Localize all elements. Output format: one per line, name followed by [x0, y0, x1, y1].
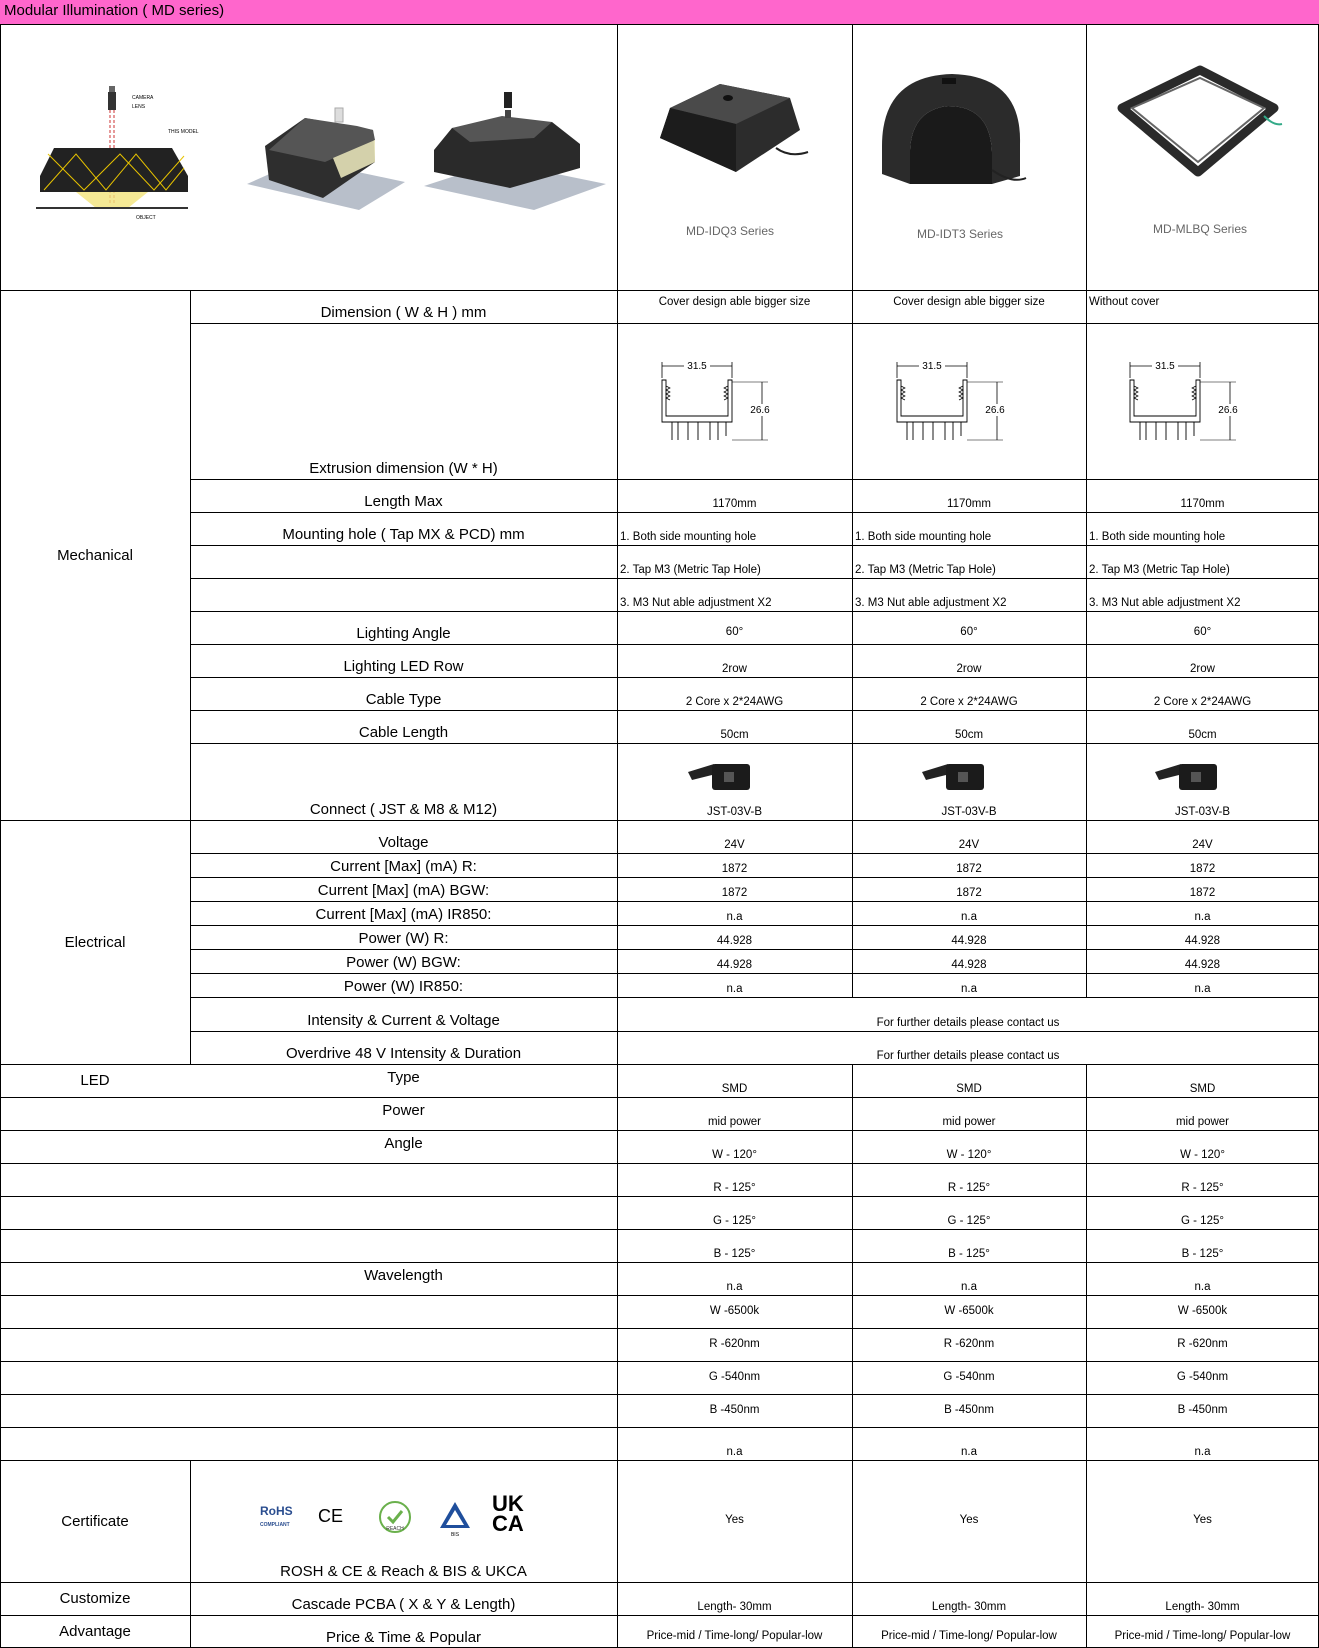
- value-power-bgw-3: 44.928: [1184, 959, 1221, 971]
- label-current-r: Current [Max] (mA) R:: [330, 858, 477, 875]
- product-caption-idq3: MD-IDQ3 Series: [685, 224, 774, 238]
- value-dimension-1: Cover design able bigger size: [658, 296, 811, 308]
- value-mounting-3a: 1. Both side mounting hole: [1089, 531, 1226, 543]
- label-overdrive: Overdrive 48 V Intensity & Duration: [285, 1045, 522, 1062]
- value-led-type-3: SMD: [1189, 1083, 1216, 1095]
- value-mounting-1c: 3. M3 Nut able adjustment X2: [620, 597, 772, 609]
- value-advantage-3: Price-mid / Time-long/ Popular-low: [1114, 1630, 1291, 1642]
- value-power-bgw-2: 44.928: [951, 959, 987, 971]
- grid-line-v: [1086, 24, 1087, 290]
- value-current-ir-3: n.a: [1194, 911, 1211, 923]
- label-current-ir: Current [Max] (mA) IR850:: [315, 906, 492, 923]
- extrusion-drawing-2: [891, 356, 1011, 454]
- value-wl-r-1: R -620nm: [709, 1337, 760, 1350]
- value-lighting-angle-2: 60°: [960, 626, 978, 638]
- label-power-r: Power (W) R:: [358, 930, 449, 947]
- value-cable-length-2: 50cm: [954, 729, 984, 741]
- value-connect-3: JST-03V-B: [1175, 806, 1230, 818]
- value-led-row-3: 2row: [1190, 663, 1215, 675]
- value-current-bgw-3: 1872: [1189, 887, 1216, 899]
- value-angle-w-3: W - 120°: [1180, 1149, 1225, 1161]
- value-intensity: For further details please contact us: [876, 1017, 1060, 1029]
- value-connect-2: JST-03V-B: [941, 806, 997, 818]
- value-current-bgw-2: 1872: [956, 887, 982, 899]
- label-extrusion: Extrusion dimension (W * H): [309, 460, 498, 477]
- value-voltage-3: 24V: [1192, 839, 1213, 851]
- label-lighting-angle: Lighting Angle: [356, 625, 451, 642]
- value-angle-r-2: R - 125°: [947, 1182, 991, 1194]
- camera-setup-diagram: [36, 86, 206, 226]
- label-certificate: ROSH & CE & Reach & BIS & UKCA: [280, 1563, 527, 1580]
- value-customize-3: Length- 30mm: [1165, 1601, 1240, 1613]
- value-led-row-2: 2row: [956, 663, 982, 675]
- value-power-r-1: 44.928: [716, 935, 753, 947]
- certificate-logos: [190, 1460, 617, 1560]
- value-current-ir-2: n.a: [961, 911, 977, 923]
- value-length-3: 1170mm: [1180, 498, 1225, 510]
- extrusion-drawing-1: [656, 356, 776, 454]
- value-mounting-1b: 2. Tap M3 (Metric Tap Hole): [620, 564, 761, 576]
- svg-text:26.6: 26.6: [750, 405, 770, 416]
- value-length-2: 1170mm: [947, 498, 991, 510]
- value-certificate-1: Yes: [725, 1514, 744, 1526]
- value-led-power-2: mid power: [942, 1116, 996, 1128]
- value-customize-2: Length- 30mm: [931, 1601, 1007, 1613]
- value-power-ir-1: n.a: [726, 983, 743, 995]
- value-angle-b-3: B - 125°: [1181, 1248, 1224, 1260]
- value-power-ir-3: n.a: [1194, 983, 1211, 995]
- value-advantage-2: Price-mid / Time-long/ Popular-low: [881, 1630, 1057, 1642]
- tunnel-light-render: [245, 106, 405, 212]
- extrusion-drawing-3: [1124, 356, 1244, 454]
- value-mounting-3b: 2. Tap M3 (Metric Tap Hole): [1089, 564, 1230, 576]
- value-current-r-1: 1872: [721, 863, 748, 875]
- value-wl-w-2: W -6500k: [944, 1304, 994, 1317]
- value-led-power-1: mid power: [707, 1116, 762, 1128]
- label-cable-type: Cable Type: [365, 691, 442, 708]
- value-customize-1: Length- 30mm: [697, 1601, 772, 1613]
- value-certificate-2: Yes: [959, 1514, 979, 1526]
- ce-logo: CE: [318, 1506, 344, 1526]
- value-wl-na2-2: n.a: [961, 1446, 977, 1458]
- label-current-bgw: Current [Max] (mA) BGW:: [317, 882, 490, 899]
- value-mounting-2a: 1. Both side mounting hole: [855, 531, 992, 543]
- label-voltage: Voltage: [378, 834, 429, 851]
- category-mechanical: Mechanical: [57, 546, 133, 564]
- svg-text:OBJECT: OBJECT: [136, 215, 156, 221]
- value-connect-1: JST-03V-B: [707, 806, 762, 818]
- label-connect: Connect ( JST & M8 & M12): [309, 801, 498, 818]
- grid-line-v: [852, 24, 853, 290]
- value-cable-type-2: 2 Core x 2*24AWG: [920, 696, 1018, 708]
- value-mounting-3c: 3. M3 Nut able adjustment X2: [1089, 597, 1241, 609]
- svg-text:26.6: 26.6: [1218, 405, 1238, 416]
- label-led-type: Type: [387, 1068, 420, 1086]
- value-wl-g-1: G -540nm: [708, 1370, 761, 1383]
- svg-text:LENS: LENS: [132, 104, 146, 110]
- product-caption-idt3: MD-IDT3 Series: [916, 227, 1003, 241]
- value-wl-na2-3: n.a: [1194, 1446, 1211, 1458]
- value-angle-w-1: W - 120°: [712, 1149, 757, 1161]
- value-led-type-2: SMD: [956, 1083, 982, 1095]
- value-overdrive: For further details please contact us: [876, 1050, 1060, 1062]
- ukca-logo: UK CA: [492, 1491, 524, 1536]
- category-electrical: Electrical: [64, 933, 126, 951]
- product-caption-mlbq: MD-MLBQ Series: [1152, 222, 1247, 236]
- value-length-1: 1170mm: [712, 498, 757, 510]
- title-bar: [0, 0, 1319, 24]
- value-cable-type-1: 2 Core x 2*24AWG: [685, 696, 784, 708]
- value-wl-r-2: R -620nm: [943, 1337, 995, 1350]
- value-angle-g-2: G - 125°: [947, 1215, 991, 1227]
- value-led-row-1: 2row: [722, 663, 747, 675]
- reach-logo: [378, 1500, 412, 1534]
- value-angle-b-2: B - 125°: [948, 1248, 990, 1260]
- label-led-power: Power: [382, 1101, 425, 1119]
- label-advantage: Price & Time & Popular: [325, 1629, 482, 1646]
- value-mounting-1a: 1. Both side mounting hole: [620, 531, 757, 543]
- value-power-r-3: 44.928: [1184, 935, 1221, 947]
- value-led-power-3: mid power: [1175, 1116, 1230, 1128]
- value-wl-w-3: W -6500k: [1177, 1304, 1228, 1317]
- value-wl-r-3: R -620nm: [1177, 1337, 1228, 1350]
- value-power-bgw-1: 44.928: [716, 959, 753, 971]
- sheet-title: Modular Illumination ( MD series): [4, 2, 225, 19]
- value-cable-length-3: 50cm: [1188, 729, 1217, 741]
- svg-text:REACH: REACH: [386, 1526, 404, 1532]
- value-angle-r-3: R - 125°: [1181, 1182, 1224, 1194]
- label-power-bgw: Power (W) BGW:: [346, 954, 461, 971]
- value-certificate-3: Yes: [1193, 1514, 1212, 1526]
- value-wl-b-2: B -450nm: [944, 1403, 994, 1416]
- label-angle: Angle: [384, 1134, 423, 1152]
- label-intensity: Intensity & Current & Voltage: [307, 1012, 500, 1029]
- label-cable-length: Cable Length: [358, 724, 449, 741]
- value-wl-na-2: n.a: [961, 1281, 977, 1293]
- value-current-bgw-1: 1872: [721, 887, 748, 899]
- value-dimension-2: Cover design able bigger size: [893, 296, 1045, 308]
- value-angle-g-1: G - 125°: [713, 1215, 756, 1227]
- label-dimension: Dimension ( W & H ) mm: [320, 304, 487, 321]
- md-mlbq-product-image: [1114, 64, 1284, 180]
- value-dimension-3: Without cover: [1089, 296, 1160, 308]
- svg-text:CAMERA: CAMERA: [132, 95, 154, 101]
- grid-line-v: [617, 24, 618, 290]
- value-cable-type-3: 2 Core x 2*24AWG: [1153, 696, 1252, 708]
- label-customize: Cascade PCBA ( X & Y & Length): [291, 1596, 516, 1613]
- value-voltage-1: 24V: [724, 839, 745, 851]
- category-customize: Customize: [59, 1590, 131, 1607]
- value-wl-g-2: G -540nm: [943, 1370, 995, 1383]
- box-light-render: [422, 92, 606, 210]
- value-mounting-2b: 2. Tap M3 (Metric Tap Hole): [855, 564, 996, 576]
- bis-logo: [438, 1500, 472, 1538]
- value-advantage-1: Price-mid / Time-long/ Popular-low: [646, 1630, 823, 1642]
- svg-text:31.5: 31.5: [1155, 361, 1175, 372]
- value-cable-length-1: 50cm: [720, 729, 749, 741]
- value-voltage-2: 24V: [958, 839, 980, 851]
- value-led-type-1: SMD: [721, 1083, 748, 1095]
- value-power-r-2: 44.928: [951, 935, 987, 947]
- value-wl-na-1: n.a: [726, 1281, 743, 1293]
- category-advantage: Advantage: [59, 1623, 131, 1640]
- md-idq3-product-image: [650, 78, 810, 182]
- value-wl-w-1: W -6500k: [709, 1304, 760, 1317]
- value-angle-b-1: B - 125°: [713, 1248, 756, 1260]
- grid-line-h: [0, 24, 1319, 25]
- svg-text:31.5: 31.5: [922, 361, 942, 372]
- value-angle-w-2: W - 120°: [946, 1149, 992, 1161]
- value-wl-b-3: B -450nm: [1177, 1403, 1228, 1416]
- label-wavelength: Wavelength: [364, 1266, 443, 1284]
- svg-text:THIS MODEL: THIS MODEL: [168, 129, 199, 135]
- value-wl-na2-1: n.a: [726, 1446, 743, 1458]
- value-lighting-angle-3: 60°: [1193, 626, 1212, 638]
- label-power-ir: Power (W) IR850:: [343, 978, 464, 995]
- value-current-r-3: 1872: [1189, 863, 1216, 875]
- label-led-row: Lighting LED Row: [343, 658, 464, 675]
- value-current-ir-1: n.a: [726, 911, 743, 923]
- category-certificate: Certificate: [61, 1512, 129, 1530]
- value-mounting-2c: 3. M3 Nut able adjustment X2: [855, 597, 1007, 609]
- label-length-max: Length Max: [364, 493, 443, 510]
- svg-text:BIS: BIS: [450, 1532, 460, 1538]
- value-wl-b-1: B -450nm: [709, 1403, 760, 1416]
- svg-text:31.5: 31.5: [687, 361, 707, 372]
- value-wl-na-3: n.a: [1194, 1281, 1211, 1293]
- value-lighting-angle-1: 60°: [725, 626, 744, 638]
- value-angle-r-1: R - 125°: [713, 1182, 756, 1194]
- category-led: LED: [80, 1072, 110, 1089]
- label-mounting: Mounting hole ( Tap MX & PCD) mm: [282, 526, 525, 543]
- md-idt3-product-image: [872, 66, 1032, 196]
- svg-text:26.6: 26.6: [985, 405, 1005, 416]
- rohs-logo: RoHS COMPLIANT: [260, 1504, 293, 1528]
- value-angle-g-3: G - 125°: [1181, 1215, 1224, 1227]
- value-power-ir-2: n.a: [961, 983, 977, 995]
- value-wl-g-3: G -540nm: [1176, 1370, 1229, 1383]
- value-current-r-2: 1872: [956, 863, 982, 875]
